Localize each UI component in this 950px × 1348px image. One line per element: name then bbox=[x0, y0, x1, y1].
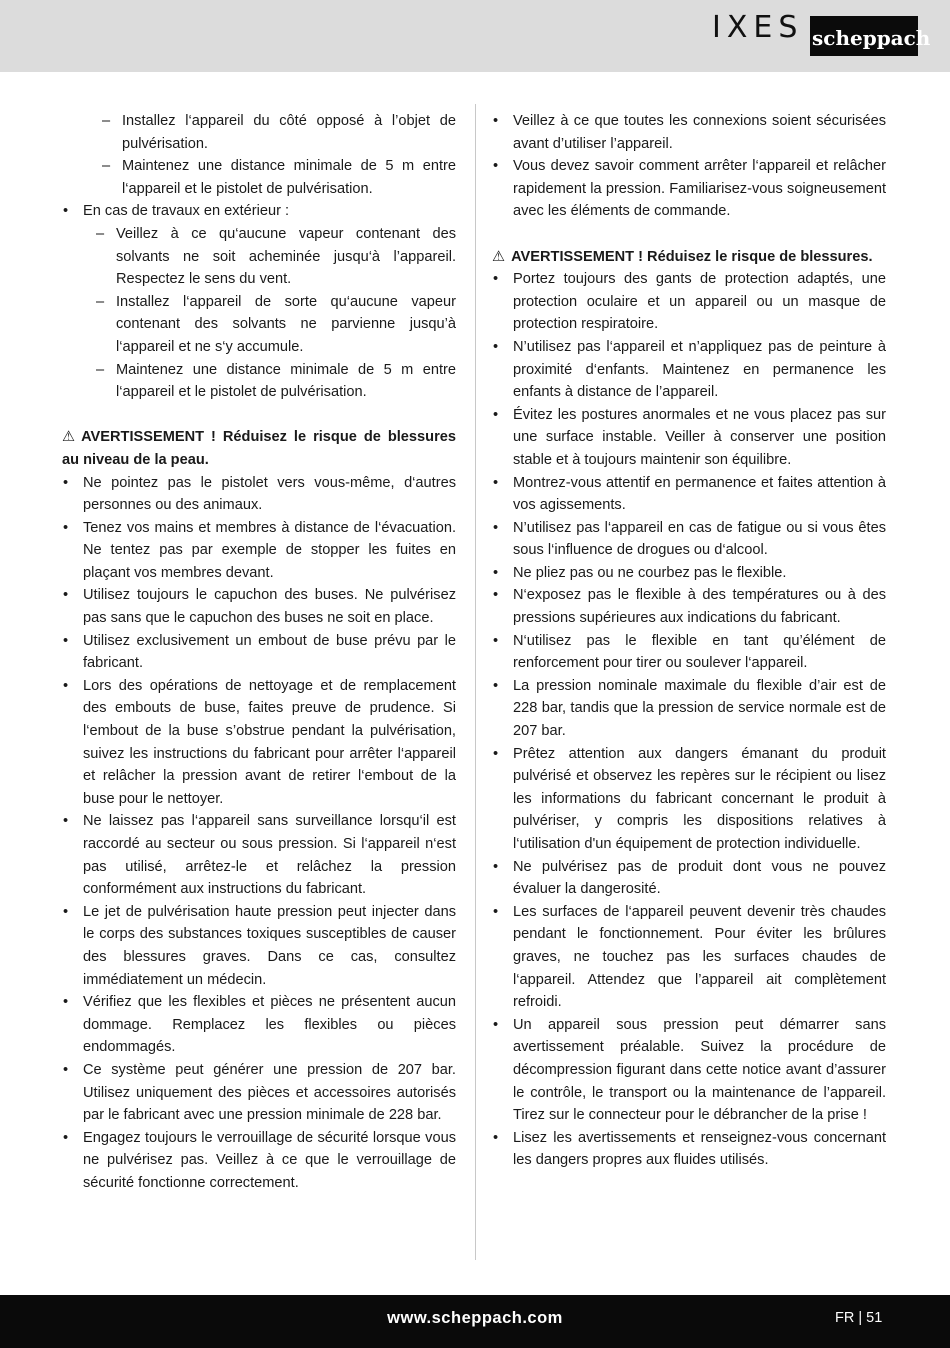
list-item: • Vous devez savoir comment arrêter l‘appareil et relâcher rapidement la pression. Familiarisez-vous soigneusement avec les éléments de commande. bbox=[492, 155, 886, 223]
list-item: • En cas de travaux en extérieur : bbox=[62, 200, 456, 223]
list-item: • Engagez toujours le verrouillage de sécurité lorsque vous ne pulvérisez pas. Veillez à ce que le verrouillage de sécurité fonctionne correctement. bbox=[62, 1127, 456, 1195]
list-item: • Vérifiez que les flexibles et pièces ne présentent aucun dommage. Remplacez les flexibles ou pièces endommagés. bbox=[62, 991, 456, 1059]
list-item: • Un appareil sous pression peut démarrer sans avertissement préalable. Suivez la procédure de décompression figurant dans cette notice avant d’assurer le contrôle, le transport ou la maintenance de l’appareil. Tirez sur le connecteur pour le débrancher de la prise ! bbox=[492, 1014, 886, 1127]
warning-heading: ⚠ AVERTISSEMENT ! Réduisez le risque de blessures. bbox=[492, 246, 886, 269]
list-item: – Maintenez une distance minimale de 5 m entre l‘appareil et le pistolet de pulvérisation. bbox=[62, 359, 456, 404]
column-divider bbox=[475, 104, 476, 1260]
scheppach-logo: scheppach bbox=[810, 16, 918, 56]
list-item: • Ne laissez pas l‘appareil sans surveillance lorsqu‘il est raccordé au secteur ou sous pression. Si l‘appareil n‘est pas utilisé, arrêtez-le et relâchez la pression conformément aux instructions du fabricant. bbox=[62, 810, 456, 900]
right-column bbox=[492, 110, 886, 1172]
list-item: • Veillez à ce que toutes les connexions soient sécurisées avant d’utiliser l’appareil. bbox=[492, 110, 886, 155]
list-item: • Prêtez attention aux dangers émanant du produit pulvérisé et observez les repères sur le récipient ou lisez les informations du fabricant concernant le produit à pulvériser, y compris les dispositions relatives à l‘utilisation d'un équipement de protection individuelle. bbox=[492, 743, 886, 856]
left-column bbox=[62, 110, 456, 1195]
list-item: • Utilisez toujours le capuchon des buses. Ne pulvérisez pas sans que le capuchon des buses ne soit en place. bbox=[62, 584, 456, 629]
warning-triangle-icon: ⚠ bbox=[492, 247, 506, 265]
list-item: • Ne pliez pas ou ne courbez pas le flexible. bbox=[492, 562, 886, 585]
list-item: • Évitez les postures anormales et ne vous placez pas sur une surface instable. Veiller à conserver une position stable et à toujours maintenir son équilibre. bbox=[492, 404, 886, 472]
list-item: • Ce système peut générer une pression de 207 bar. Utilisez uniquement des pièces et accessoires autorisés par le fabricant avec une pression minimale de 228 bar. bbox=[62, 1059, 456, 1127]
page-footer bbox=[0, 1295, 950, 1348]
list-item: • Portez toujours des gants de protection adaptés, une protection oculaire et un appareil ou un masque de protection respiratoire. bbox=[492, 268, 886, 336]
list-item: • Le jet de pulvérisation haute pression peut injecter dans le corps des substances toxiques susceptibles de causer des blessures graves. Dans ce cas, consultez immédiatement un médecin. bbox=[62, 901, 456, 991]
page-number: FR | 51 bbox=[835, 1310, 883, 1326]
list-item: • Ne pulvérisez pas de produit dont vous ne pouvez évaluer la dangerosité. bbox=[492, 856, 886, 901]
list-item: • Ne pointez pas le pistolet vers vous-même, d‘autres personnes ou des animaux. bbox=[62, 472, 456, 517]
list-item: • N‘exposez pas le flexible à des températures ou à des pressions supérieures aux indications du fabricant. bbox=[492, 584, 886, 629]
list-item: • Lisez les avertissements et renseignez-vous concernant les dangers propres aux fluides utilisés. bbox=[492, 1127, 886, 1172]
ixes-logo: IXES bbox=[712, 10, 804, 45]
list-item: • N‘utilisez pas le flexible en tant qu’élément de renforcement pour tirer ou soulever l‘appareil. bbox=[492, 630, 886, 675]
warning-triangle-icon: ⚠ bbox=[62, 428, 76, 446]
list-item: • Tenez vos mains et membres à distance de l‘évacuation. Ne tentez pas par exemple de stopper les fuites en plaçant vos membres devant. bbox=[62, 517, 456, 585]
list-item: • N’utilisez pas l‘appareil en cas de fatigue ou si vous êtes sous l‘influence de drogues ou d‘alcool. bbox=[492, 517, 886, 562]
warning-heading: ⚠ AVERTISSEMENT ! Réduisez le risque de blessures au niveau de la peau. bbox=[62, 428, 456, 468]
list-item: • Les surfaces de l‘appareil peuvent devenir très chaudes pendant le fonctionnement. Pour éviter les brûlures graves, ne touchez pas les surfaces chaudes de l‘appareil. Attendez que l’appareil ait complètement refroidi. bbox=[492, 901, 886, 1014]
list-item: • Utilisez exclusivement un embout de buse prévu par le fabricant. bbox=[62, 630, 456, 675]
list-item: • La pression nominale maximale du flexible d’air est de 228 bar, tandis que la pression de service normale est de 207 bar. bbox=[492, 675, 886, 743]
website-link[interactable]: www.scheppach.com bbox=[387, 1309, 563, 1327]
list-item: – Veillez à ce qu‘aucune vapeur contenant des solvants ne soit acheminée jusqu‘à l’appareil. Respectez le sens du vent. bbox=[62, 223, 456, 291]
list-item: • N’utilisez pas l‘appareil et n’appliquez pas de peinture à proximité d‘enfants. Maintenez en permanence les enfants à distance de l’appareil. bbox=[492, 336, 886, 404]
list-item: – Installez l‘appareil de sorte qu‘aucune vapeur contenant des solvants ne parvienne jusqu’à l‘appareil et ne s‘y accumule. bbox=[62, 291, 456, 359]
list-item: • Montrez-vous attentif en permanence et faites attention à vos agissements. bbox=[492, 472, 886, 517]
list-item: – Maintenez une distance minimale de 5 m entre l‘appareil et le pistolet de pulvérisation. bbox=[62, 155, 456, 200]
list-item: • Lors des opérations de nettoyage et de remplacement des embouts de buse, faites preuve de prudence. Si l‘embout de la buse s’obstrue pendant la pulvérisation, suivez les instructions du fabricant pour arrêter l‘appareil et relâcher la pression avant de retirer l‘embout de la buse pour le nettoyer. bbox=[62, 675, 456, 811]
list-item: – Installez l‘appareil du côté opposé à l’objet de pulvérisation. bbox=[62, 110, 456, 155]
page-header bbox=[0, 0, 950, 72]
